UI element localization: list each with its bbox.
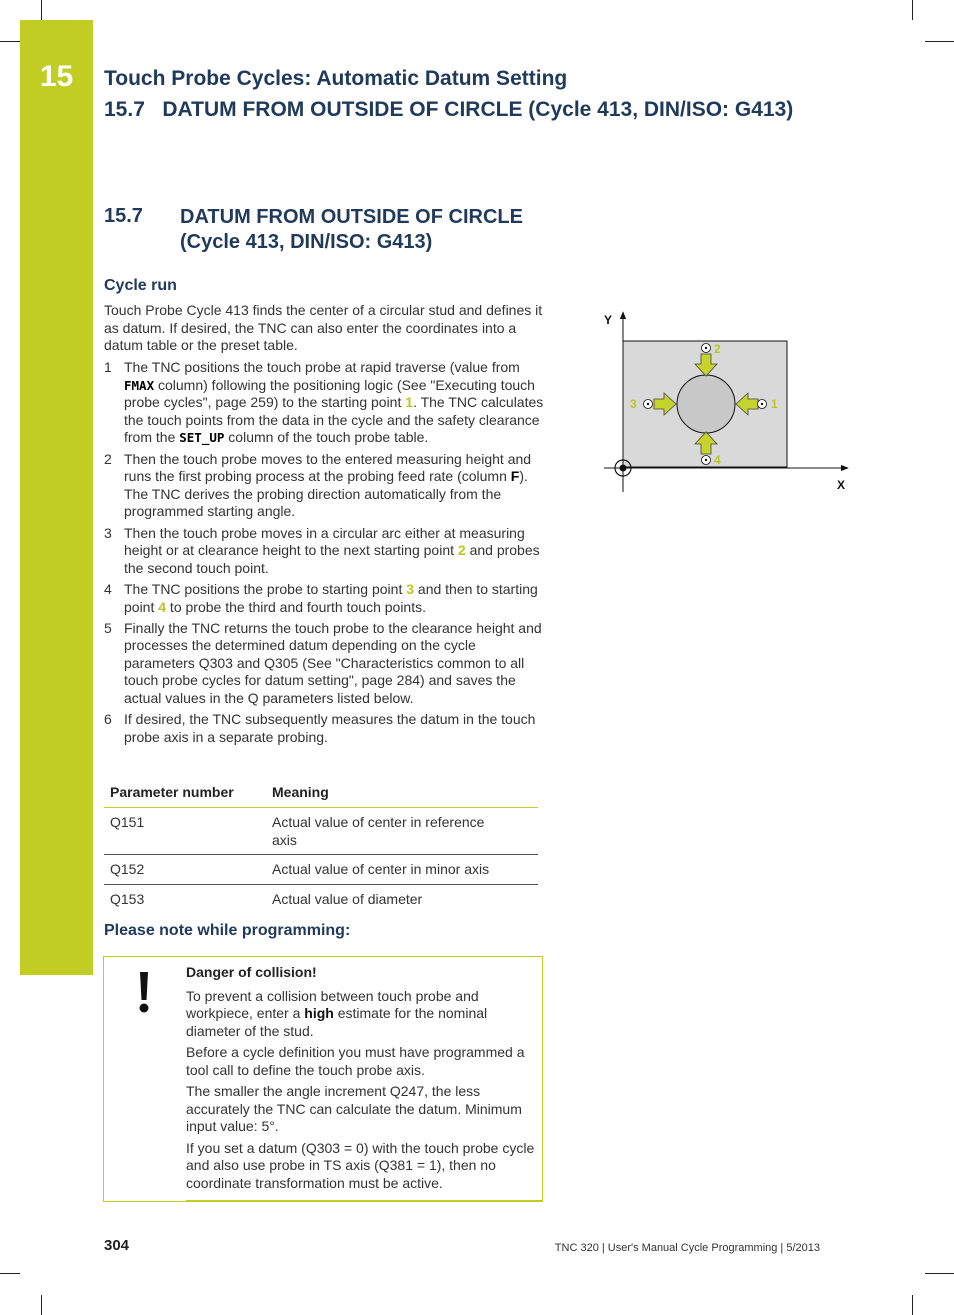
point-ref: 1: [405, 394, 414, 411]
step-text: Then the touch probe moves in a circular arc either at measuring height or at clearance height to the next starting point 2 and probes the second touch point.: [124, 524, 540, 576]
chapter-title: Touch Probe Cycles: Automatic Datum Setting: [104, 67, 568, 90]
page-number: 304: [104, 1237, 130, 1254]
point-ref: 2: [457, 542, 466, 559]
table-cell: Q151: [104, 808, 266, 855]
keyword: FMAX: [124, 377, 155, 393]
step-text: The TNC positions the probe to starting point 3 and then to starting point 4 to probe the third and fourth touch points.: [124, 580, 538, 615]
point-label-1: 1: [771, 397, 778, 411]
step-text: Then the touch probe moves to the entered measuring height and runs the first probing process at the probing feed rate (column F). The TNC derives the probing direction automatically from the programmed starting angle.: [124, 450, 532, 520]
table-header-row: [104, 780, 538, 808]
section-title-line2: (Cycle 413, DIN/ISO: G413): [180, 231, 433, 253]
divider: [186, 1200, 542, 1201]
point-ref: 4: [158, 598, 167, 615]
warning-text: [186, 964, 536, 1196]
point-label-3: 3: [630, 397, 637, 411]
crop-mark: [925, 41, 954, 42]
section-title-line1: DATUM FROM OUTSIDE OF CIRCLE: [180, 206, 523, 228]
list-item: [104, 525, 544, 578]
warning-paragraph: The smaller the angle increment Q247, the less accurately the TNC can calculate the datum. Minimum input value: 5°.: [186, 1083, 522, 1134]
crop-mark: [0, 1273, 20, 1274]
y-axis-label: Y: [604, 313, 613, 327]
step-text: Finally the TNC returns the touch probe to the clearance height and processes the determined datum depending on the cycle parameters Q303 and Q305 (See "Characteristics common to all touch probe cycles for datum setting", page 284) and saves the actual values in the Q parameters listed below.: [124, 619, 542, 707]
warning-paragraph: Before a cycle definition you must have programmed a tool call to define the touch probe axis.: [186, 1044, 525, 1078]
table-cell: Actual value of center in reference axis: [266, 808, 538, 855]
step-number: 2: [104, 450, 112, 467]
step-text: If desired, the TNC subsequently measures the datum in the touch probe axis in a separate probing.: [124, 711, 536, 745]
list-item: [104, 359, 544, 447]
warning-paragraph: To prevent a collision between touch probe and workpiece, enter a high estimate for the nominal diameter of the stud.: [186, 987, 488, 1039]
warning-title: Danger of collision!: [186, 964, 317, 980]
column-header: Parameter number: [104, 780, 266, 808]
crop-mark: [41, 0, 42, 20]
chapter-number: 15: [39, 60, 74, 93]
probe-diagram: [596, 302, 856, 502]
point-label-2: 2: [714, 342, 721, 356]
point-ref: 3: [406, 580, 415, 597]
table-row: [104, 855, 538, 885]
table-row: [104, 884, 538, 913]
chapter-subtitle: 15.7 DATUM FROM OUTSIDE OF CIRCLE (Cycle 413, DIN/ISO: G413): [104, 98, 794, 121]
x-axis-label: X: [837, 478, 846, 492]
parameter-table: [104, 780, 538, 913]
cycle-steps-list: [104, 359, 544, 750]
table-cell: Actual value of diameter: [272, 890, 423, 907]
crop-mark: [41, 1295, 42, 1315]
note-heading: Please note while programming:: [104, 922, 351, 939]
keyword: F: [510, 468, 520, 485]
crop-mark: [0, 41, 20, 42]
crop-mark: [912, 0, 913, 20]
table-cell: Actual value of center in minor axis: [266, 855, 538, 885]
section-title: [180, 205, 523, 255]
datum-dot: [620, 465, 627, 472]
step-number: 1: [104, 359, 112, 375]
circular-stud: [677, 375, 735, 433]
step-number: 6: [104, 711, 112, 728]
table-row: [104, 808, 538, 855]
table-cell: Q152: [104, 855, 266, 885]
crop-mark: [925, 1273, 954, 1274]
step-number: 3: [104, 524, 112, 541]
cycle-run-intro: Touch Probe Cycle 413 finds the center of a circular stud and defines it as datum. If desired, the TNC can also enter the coordinates into a datum table or the preset table.: [104, 302, 543, 354]
step-number: 4: [104, 580, 112, 597]
list-item: [104, 711, 544, 746]
list-item: [104, 620, 544, 708]
point-label-4: 4: [714, 453, 721, 467]
chapter-sidebar: [20, 20, 93, 975]
crop-mark: [912, 1295, 913, 1315]
step-number: 5: [104, 619, 112, 636]
warning-paragraph: If you set a datum (Q303 = 0) with the touch probe cycle and also use probe in TS axis (Q381 = 1), then no coordinate transformation must be active.: [186, 1139, 535, 1191]
step-text: The TNC positions the touch probe at rapid traverse (value from FMAX column) following the positioning logic (See "Executing touch probe cycles", page 259) to the starting point 1. The TNC calculates the touch points from the data in the cycle and the safety clearance from the SET_UP column of the touch probe table.: [124, 359, 544, 446]
keyword: SET_UP: [179, 430, 225, 446]
exclamation-icon: [134, 970, 154, 1014]
footer-text: TNC 320 | User's Manual Cycle Programming | 5/2013: [554, 1242, 820, 1254]
list-item: [104, 451, 544, 521]
list-item: [104, 581, 544, 616]
cycle-run-heading: Cycle run: [104, 277, 177, 294]
column-header: Meaning: [266, 780, 538, 808]
table-cell: Q153: [110, 890, 145, 907]
section-number: 15.7: [104, 205, 143, 227]
